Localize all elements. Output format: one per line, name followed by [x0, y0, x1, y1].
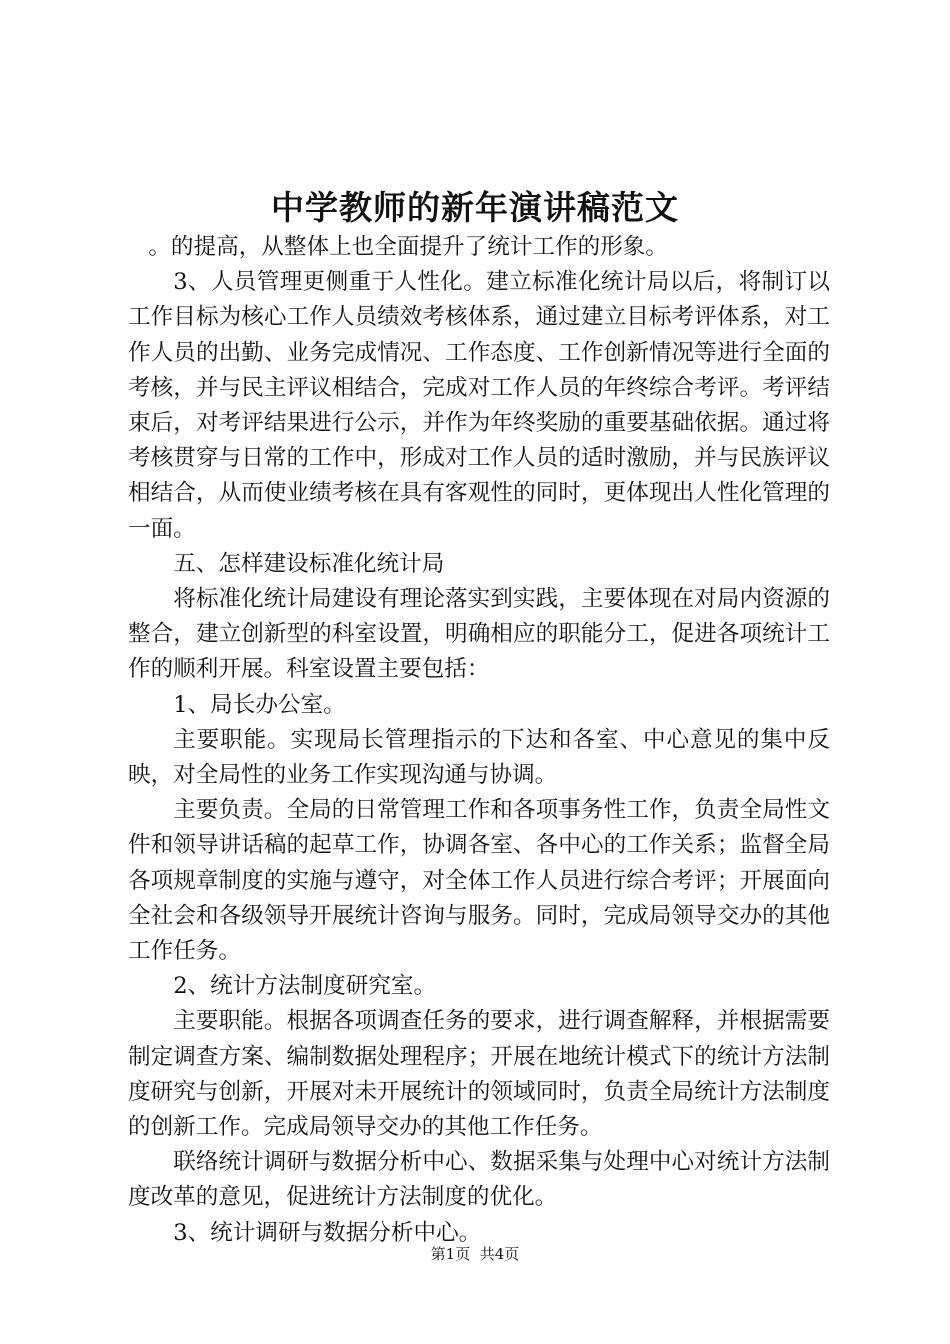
paragraph-personnel-management: 3、人员管理更侧重于人性化。建立标准化统计局以后，将制订以工作目标为核心工作人员绩效考核体系，通过建立目标考评体系，对工作人员的出勤、业务完成情况、工作态度、工作创新情况等进行全面的考核，并与民主评议相结合，完成对工作人员的年终综合考评。考评结束后，对考评结果进行公示，并作为年终奖励的重要基础依据。通过将考核贯穿与日常的工作中，形成对工作人员的适时激励，并与民族评议相结合，从而使业绩考核在具有客观性的同时，更体现出人性化管理的一面。	[128, 269, 830, 542]
page-footer	[0, 1243, 950, 1265]
paragraph-continuation: 。的提高，从整体上也全面提升了统计工作的形象。	[148, 234, 668, 260]
paragraph-methods-liaison: 联络统计调研与数据分析中心、数据采集与处理中心对统计方法制度改革的意见，促进统计方法制度的优化。	[128, 1149, 830, 1211]
document-body	[128, 230, 830, 1251]
page-total: 共4页	[479, 1245, 520, 1263]
paragraph-office-functions: 主要职能。实现局长管理指示的下达和各室、中心意见的集中反映，对全局性的业务工作实现沟通与协调。	[128, 726, 830, 789]
subheading-research-center: 3、统计调研与数据分析中心。	[173, 1219, 482, 1246]
page-number: 第1页	[430, 1245, 471, 1263]
paragraph-implementation: 将标准化统计局建设有理论落实到实践，主要体现在对局内资源的整合，建立创新型的科室设置，明确相应的职能分工，促进各项统计工作的顺利开展。科室设置主要包括：	[128, 586, 830, 683]
document-title: 中学教师的新年演讲稿范文	[271, 188, 679, 227]
subheading-director-office: 1、局长办公室。	[173, 691, 346, 718]
section-heading-five: 五、怎样建设标准化统计局	[173, 550, 445, 577]
subheading-methods-research: 2、统计方法制度研究室。	[173, 973, 437, 1000]
paragraph-office-responsibilities: 主要负责。全局的日常管理工作和各项事务性工作，负责全局性文件和领导讲话稿的起草工作，协调各室、各中心的工作关系；监督全局各项规章制度的实施与遵守，对全体工作人员进行综合考评；开展面向全社会和各级领导开展统计咨询与服务。同时，完成局领导交办的其他工作任务。	[128, 797, 830, 965]
paragraph-methods-functions: 主要职能。根据各项调查任务的要求，进行调查解释，并根据需要制定调查方案、编制数据处理程序；开展在地统计模式下的统计方法制度研究与创新，开展对未开展统计的领域同时，负责全局统计方法制度的创新工作。完成局领导交办的其他工作任务。	[128, 1008, 830, 1141]
